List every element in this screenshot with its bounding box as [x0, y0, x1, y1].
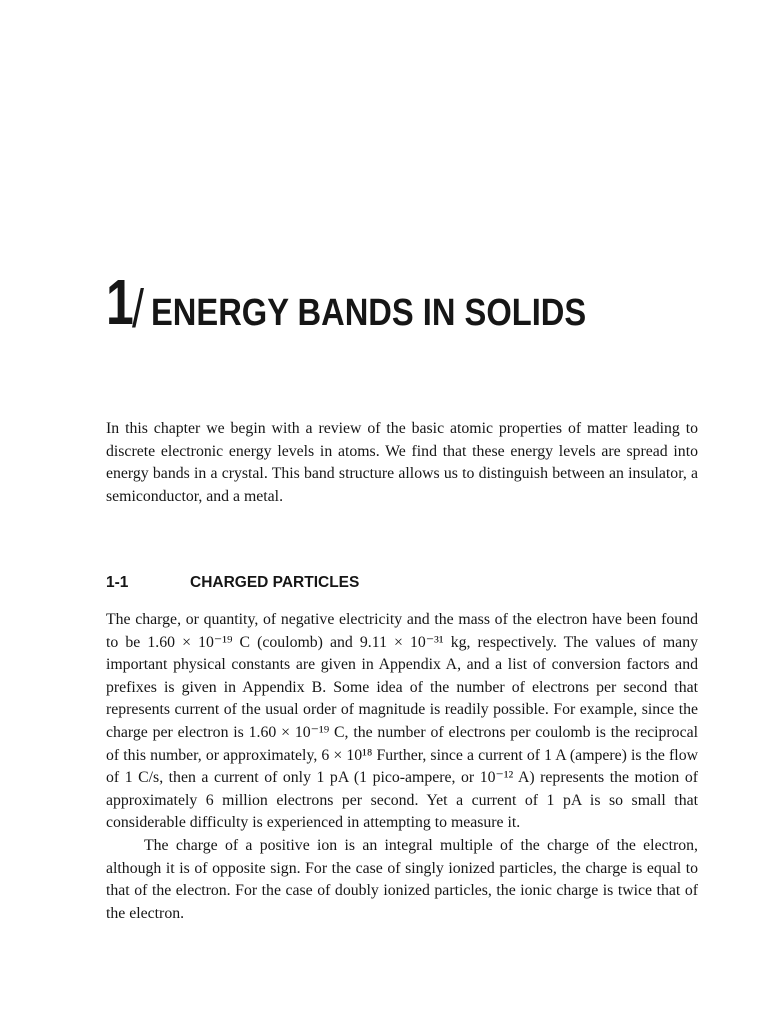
cut-off-text-line — [106, 1016, 698, 1024]
intro-paragraph — [106, 418, 698, 508]
body-paragraph-2: The charge of a positive ion is an integral multiple of the charge of the electron, although it is of opposite sign. For the case of singly ionized particles, the charge is equal to that of the electron. For the case of doubly ionized particles, the ionic charge is twice that of the electron. — [106, 836, 698, 922]
chapter-title: ENERGY BANDS IN SOLIDS — [150, 292, 586, 334]
chapter-slash: / — [131, 279, 144, 339]
body-paragraph-1: The charge, or quantity, of negative electricity and the mass of the electron have been found to be 1.60 × 10⁻¹⁹ C (coulomb) and 9.11 × 10⁻³¹ kg, respectively. The values of many important physical constants are given in Appendix A, and a list of conversion factors and prefixes is given in Appendix B. Some idea of the number of electrons per second that represents current of the usual order of magnitude is readily possible. For example, since the charge per electron is 1.60 × 10⁻¹⁹ C, the number of electrons per coulomb is the reciprocal of this number, or approximately, 6 × 10¹⁸ Further, since a current of 1 A (ampere) is the flow of 1 C/s, then a current of only 1 pA (1 pico-ampere, or 10⁻¹² A) represents the motion of approximately 6 million electrons per second. Yet a current of 1 pA is so small that considerable difficulty is experienced in attempting to measure it. — [106, 611, 698, 832]
chapter-number: 1 — [106, 266, 134, 338]
section-body — [106, 609, 698, 925]
section-number: 1-1 — [106, 574, 129, 591]
intro-text: In this chapter we begin with a review of the basic atomic properties of matter leading to discrete electronic energy levels in atoms. We find that these energy levels are spread into energy bands in a crystal. This band structure allows us to distinguish between an insulator, a semiconductor, and a metal. — [106, 420, 698, 505]
section-heading — [106, 574, 359, 592]
chapter-heading — [106, 266, 657, 339]
section-title: CHARGED PARTICLES — [190, 574, 360, 591]
